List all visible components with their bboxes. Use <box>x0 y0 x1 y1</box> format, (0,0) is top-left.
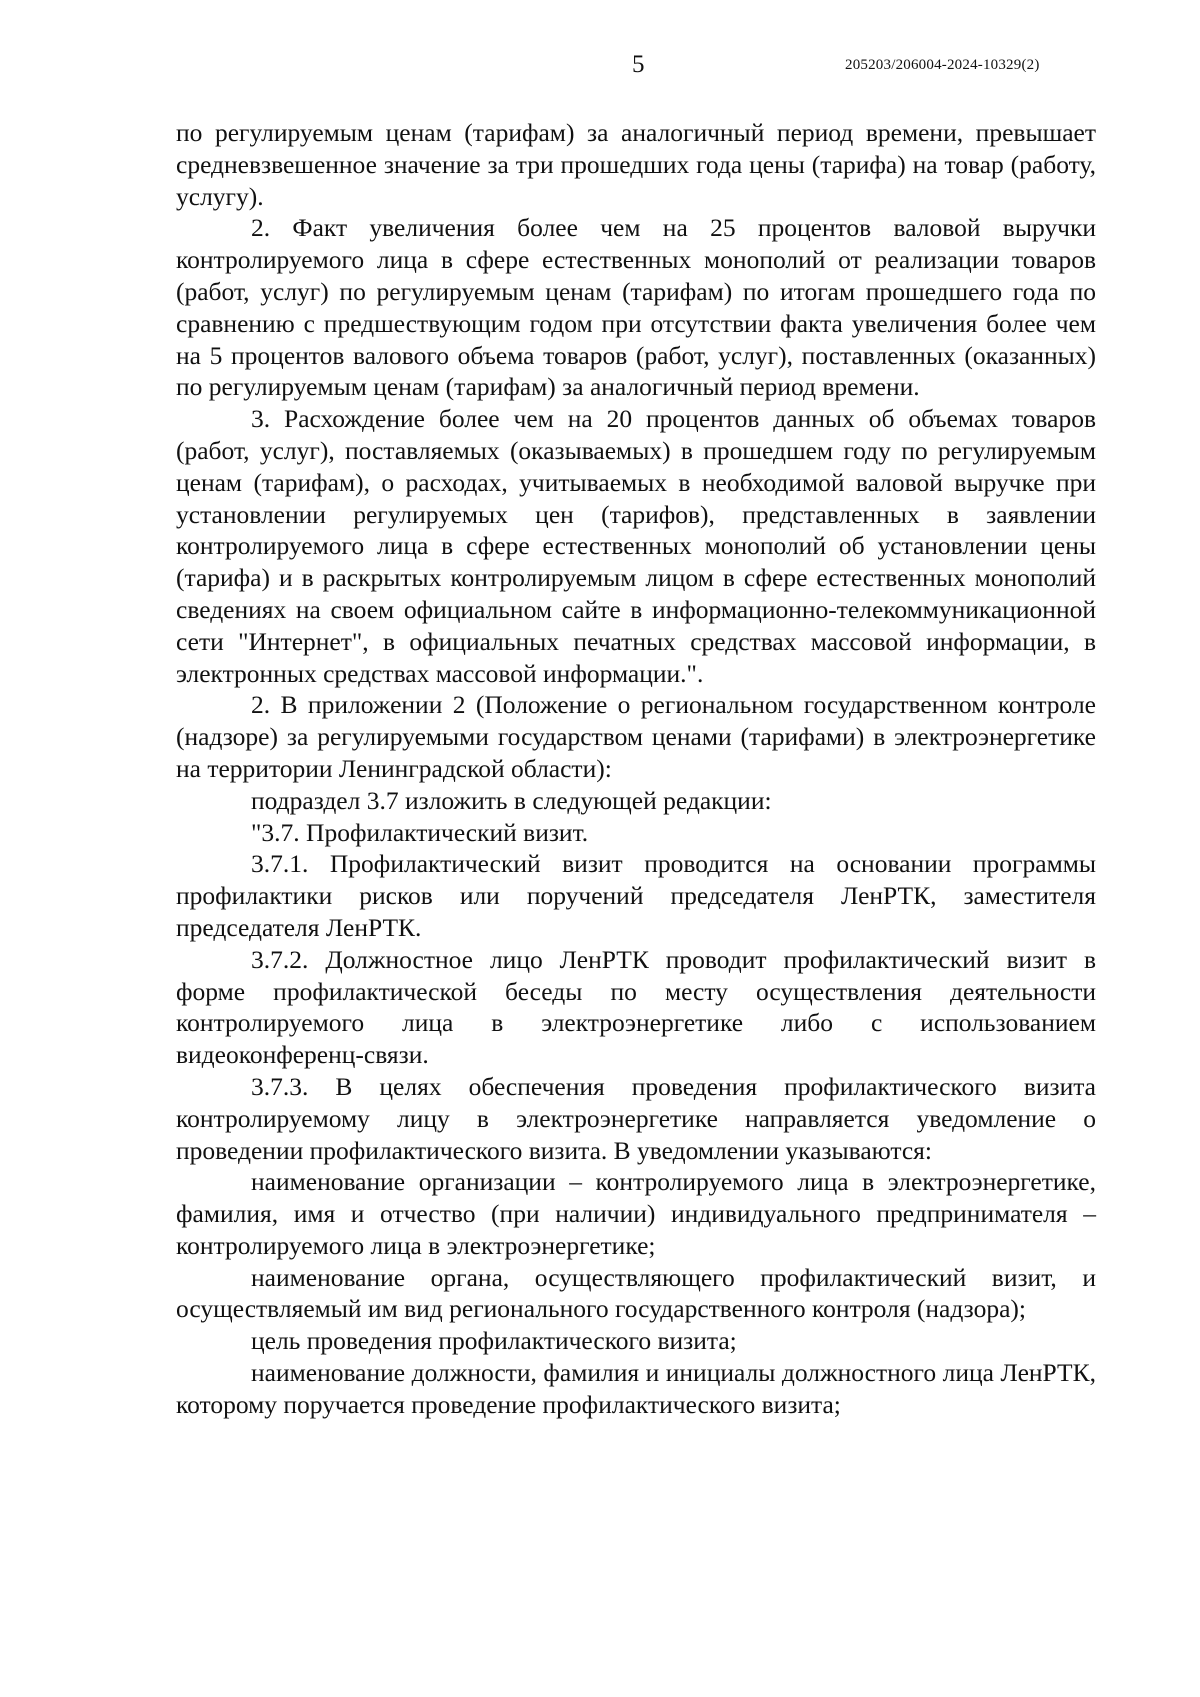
paragraph-item-2: 2. Факт увеличения более чем на 25 процентов валовой выручки контролируемого лица в сфере естественных монополий от реализации товаров (работ, услуг) по регулируемым ценам (тарифам) по итогам прошедшего года по сравнению с предшествующим годом при отсутствии факта увеличения более чем на 5 процентов валового объема товаров (работ, услуг), поставленных (оказанных) по регулируемым ценам (тарифам) за аналогичный период времени. <box>176 213 1096 402</box>
document-code: 205203/206004-2024-10329(2) <box>845 57 1040 73</box>
paragraph-list-item-purpose: цель проведения профилактического визита; <box>251 1326 737 1356</box>
paragraph-list-item-organization: наименование организации – контролируемого лица в электроэнергетике, фамилия, имя и отчество (при наличии) индивидуального предпринимателя – контролируемого лица в электроэнергетике; <box>176 1167 1096 1260</box>
paragraph-3-7-1: 3.7.1. Профилактический визит проводится на основании программы профилактики рисков или поручений председателя ЛенРТК, заместителя председателя ЛенРТК. <box>176 849 1096 942</box>
document-body <box>176 117 1096 1421</box>
paragraph-3-7-2: 3.7.2. Должностное лицо ЛенРТК проводит профилактический визит в форме профилактической беседы по месту осуществления деятельности контролируемого лица в электроэнергетике либо с использованием видеоконференц-связи. <box>176 944 1096 1070</box>
paragraph-item-3: 3. Расхождение более чем на 20 процентов данных об объемах товаров (работ, услуг), поставляемых (оказываемых) в прошедшем году по регулируемым ценам (тарифам), о расходах, учитываемых в необходимой валовой выручке при установлении регулируемых цен (тарифов), представленных в заявлении контролируемого лица в сфере естественных монополий об установлении цены (тарифа) и в раскрытых контролируемым лицом в сфере естественных монополий сведениях на своем официальном сайте в информационно-телекоммуникационной сети "Интернет", в официальных печатных средствах массовой информации, в электронных средствах массовой информации.". <box>176 404 1096 688</box>
paragraph-list-item-authority: наименование органа, осуществляющего профилактический визит, и осуществляемый им вид регионального государственного контроля (надзора); <box>176 1262 1096 1324</box>
paragraph-section-heading: "3.7. Профилактический визит. <box>251 817 589 847</box>
paragraph-3-7-3: 3.7.3. В целях обеспечения проведения профилактического визита контролируемому лицу в электроэнергетике направляется уведомление о проведении профилактического визита. В уведомлении указываются: <box>176 1071 1096 1165</box>
paragraph-appendix-2: 2. В приложении 2 (Положение о региональном государственном контроле (надзоре) за регулируемыми государством ценами (тарифами) в электроэнергетике на территории Ленинградской области): <box>176 690 1096 783</box>
paragraph-continuation: по регулируемым ценам (тарифам) за аналогичный период времени, превышает средневзвешенное значение за три прошедших года цены (тарифа) на товар (работу, услугу). <box>176 118 1096 211</box>
paragraph-list-item-official: наименование должности, фамилия и инициалы должностного лица ЛенРТК, которому поручается проведение профилактического визита; <box>176 1358 1096 1419</box>
paragraph-subsection-instruction: подраздел 3.7 изложить в следующей редакции: <box>251 785 772 815</box>
page-number: 5 <box>632 51 645 78</box>
